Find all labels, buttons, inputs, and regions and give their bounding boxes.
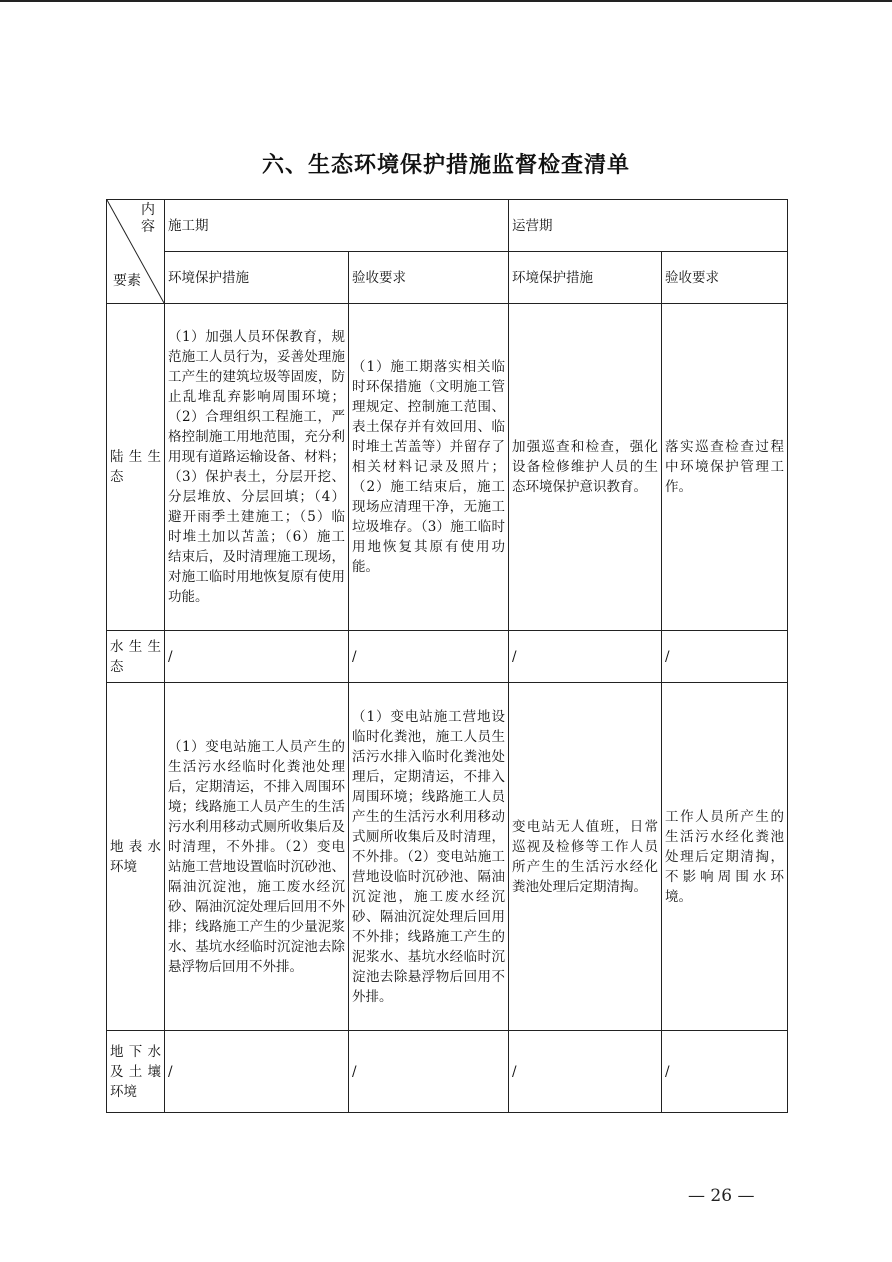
row-element-label: 地表水环境	[107, 683, 165, 1031]
header-operation-phase: 运营期	[509, 200, 788, 252]
header-operation-acceptance: 验收要求	[662, 252, 788, 304]
corner-label-element: 要素	[113, 273, 141, 289]
row-element-label: 陆生生态	[107, 304, 165, 631]
header-row-columns	[107, 252, 788, 304]
supervision-checklist-table	[106, 199, 788, 1113]
page-number: — 26 —	[688, 1186, 755, 1206]
row-element-label: 地下水及土壤环境	[107, 1031, 165, 1113]
header-construction-measures: 环境保护措施	[165, 252, 349, 304]
row-element-label: 水生生态	[107, 631, 165, 683]
table-row	[107, 304, 788, 631]
operation-measures-cell: 加强巡查和检查，强化设备检修维护人员的生态环境保护意识教育。	[509, 304, 662, 631]
operation-acceptance-cell: /	[662, 631, 788, 683]
construction-measures-cell: /	[165, 1031, 349, 1113]
table-row	[107, 631, 788, 683]
page-title: 六、生态环境保护措施监督检查清单	[261, 153, 630, 178]
header-operation-measures: 环境保护措施	[509, 252, 662, 304]
header-row-phase	[107, 200, 788, 252]
operation-measures-cell: /	[509, 631, 662, 683]
construction-acceptance-cell: （1）变电站施工营地设临时化粪池，施工人员生活污水排入临时化粪池处理后，定期清运，不排入周围环境；线路施工人员产生的生活污水利用移动式厕所收集后及时清理，不外排。（2）变电站施工营地设临时沉砂池、隔油沉淀池，施工废水经沉砂、隔油沉淀处理后回用不外排；线路施工产生的泥浆水、基坑水经临时沉淀池去除悬浮物后回用不外排。	[349, 683, 509, 1031]
operation-measures-cell: 变电站无人值班，日常巡视及检修等工作人员所产生的生活污水经化粪池处理后定期清掏。	[509, 683, 662, 1031]
construction-acceptance-cell: /	[349, 631, 509, 683]
table-row	[107, 683, 788, 1031]
top-border-rule	[0, 0, 892, 2]
construction-acceptance-cell: /	[349, 1031, 509, 1113]
construction-measures-cell: （1）加强人员环保教育，规范施工人员行为，妥善处理施工产生的建筑垃圾等固废，防止乱堆乱弃影响周围环境；（2）合理组织工程施工，严格控制施工用地范围，充分利用现有道路运输设备、材料；（3）保护表土，分层开挖、分层堆放、分层回填；（4）避开雨季土建施工；（5）临时堆土加以苫盖；（6）施工结束后，及时清理施工现场，对施工临时用地恢复原有使用功能。	[165, 304, 349, 631]
corner-header-cell	[107, 200, 165, 304]
operation-measures-cell: /	[509, 1031, 662, 1113]
corner-label-content: 内容	[141, 202, 155, 235]
header-construction-acceptance: 验收要求	[349, 252, 509, 304]
operation-acceptance-cell: 工作人员所产生的生活污水经化粪池处理后定期清掏，不影响周围水环境。	[662, 683, 788, 1031]
table-row	[107, 1031, 788, 1113]
header-construction-phase: 施工期	[165, 200, 509, 252]
construction-measures-cell: /	[165, 631, 349, 683]
operation-acceptance-cell: /	[662, 1031, 788, 1113]
construction-acceptance-cell: （1）施工期落实相关临时环保措施（文明施工管理规定、控制施工范围、表土保存并有效回用、临时堆土苫盖等）并留存了相关材料记录及照片；（2）施工结束后，施工现场应清理干净，无施工垃圾堆存。（3）施工临时用地恢复其原有使用功能。	[349, 304, 509, 631]
operation-acceptance-cell: 落实巡查检查过程中环境保护管理工作。	[662, 304, 788, 631]
construction-measures-cell: （1）变电站施工人员产生的生活污水经临时化粪池处理后，定期清运，不排入周围环境；线路施工人员产生的生活污水利用移动式厕所收集后及时清理，不外排。（2）变电站施工营地设置临时沉砂池、隔油沉淀池，施工废水经沉砂、隔油沉淀处理后回用不外排；线路施工产生的少量泥浆水、基坑水经临时沉淀池去除悬浮物后回用不外排。	[165, 683, 349, 1031]
